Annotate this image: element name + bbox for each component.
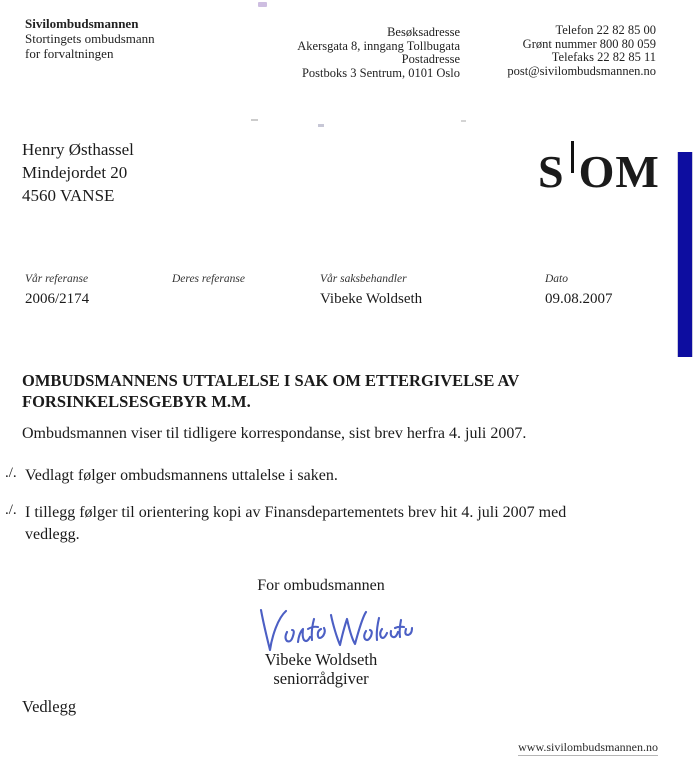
logo-letters-om: OM bbox=[578, 146, 660, 197]
visit-address-label: Besøksadresse bbox=[387, 25, 460, 39]
fax-number: Telefaks 22 82 85 11 bbox=[551, 50, 656, 64]
recipient-block bbox=[22, 138, 134, 207]
ref-field-var-referanse bbox=[25, 272, 89, 308]
accent-bar bbox=[677, 152, 693, 357]
signer-title: seniorrådgiver bbox=[273, 669, 369, 688]
visit-address-value: Akersgata 8, inngang Tollbugata bbox=[297, 38, 460, 53]
heading-line2: FORSINKELSESGEBYR M.M. bbox=[22, 392, 251, 411]
letterhead-address-block bbox=[240, 26, 460, 80]
ref-field-dato bbox=[545, 272, 613, 308]
ref-value: Vibeke Woldseth bbox=[320, 291, 423, 307]
website-url: www.sivilombudsmannen.no bbox=[518, 740, 658, 754]
enclosure-marker-1: ./. bbox=[5, 465, 17, 481]
signer-name: Vibeke Woldseth bbox=[264, 650, 378, 669]
scan-artifact bbox=[258, 2, 267, 7]
enclosure-text-2-line2: vedlegg. bbox=[25, 526, 80, 543]
phone-number: Telefon 22 82 85 00 bbox=[555, 23, 656, 37]
footer-website bbox=[458, 740, 658, 755]
org-name: Sivilombudsmannen bbox=[25, 16, 139, 31]
letterhead-org-block bbox=[25, 16, 155, 61]
scan-artifact bbox=[461, 120, 466, 122]
letter-heading bbox=[22, 370, 582, 412]
heading-line1: OMBUDSMANNENS UTTALELSE I SAK OM ETTERGIVELSE AV bbox=[22, 371, 520, 390]
org-subtitle-line1: Stortingets ombudsmann bbox=[25, 31, 155, 46]
recipient-street: Mindejordet 20 bbox=[22, 163, 128, 182]
ref-field-deres-referanse bbox=[172, 272, 245, 290]
recipient-city: 4560 VANSE bbox=[22, 186, 115, 205]
ref-label: Vår referanse bbox=[25, 273, 89, 285]
postal-address-label: Postadresse bbox=[401, 52, 460, 66]
enclosure-text-2-line1: I tillegg følger til orientering kopi av Finansdepartementets brev hit 4. juli 2007 med bbox=[25, 504, 567, 521]
recipient-name: Henry Østhassel bbox=[22, 140, 134, 159]
postal-address-value: Postboks 3 Sentrum, 0101 Oslo bbox=[301, 65, 460, 80]
ref-value: 2006/2174 bbox=[25, 291, 90, 307]
ref-field-var-saksbehandler bbox=[320, 272, 422, 308]
ref-value: 09.08.2007 bbox=[545, 291, 613, 307]
som-logo bbox=[538, 141, 660, 197]
logo-divider bbox=[571, 141, 574, 173]
enclosure-text-1: Vedlagt følger ombudsmannens uttalelse i saken. bbox=[25, 467, 338, 484]
green-number: Grønt nummer 800 80 059 bbox=[522, 36, 656, 51]
ref-label: Dato bbox=[545, 273, 568, 285]
letterhead-contact-block bbox=[455, 24, 656, 78]
email-address: post@sivilombudsmannen.no bbox=[507, 63, 656, 78]
ref-label: Deres referanse bbox=[172, 273, 245, 285]
closing-phrase: For ombudsmannen bbox=[257, 577, 385, 594]
scan-artifact bbox=[251, 119, 258, 121]
scan-artifact bbox=[318, 124, 324, 127]
paragraph-intro: Ombudsmannen viser til tidligere korrespondanse, sist brev herfra 4. juli 2007. bbox=[22, 425, 527, 442]
ref-label: Vår saksbehandler bbox=[320, 273, 407, 285]
enclosure-marker-2: ./. bbox=[5, 502, 17, 518]
org-subtitle-line2: for forvaltningen bbox=[25, 46, 114, 61]
enclosure-note: Vedlegg bbox=[22, 697, 77, 716]
logo-letter-s: S bbox=[538, 146, 565, 197]
